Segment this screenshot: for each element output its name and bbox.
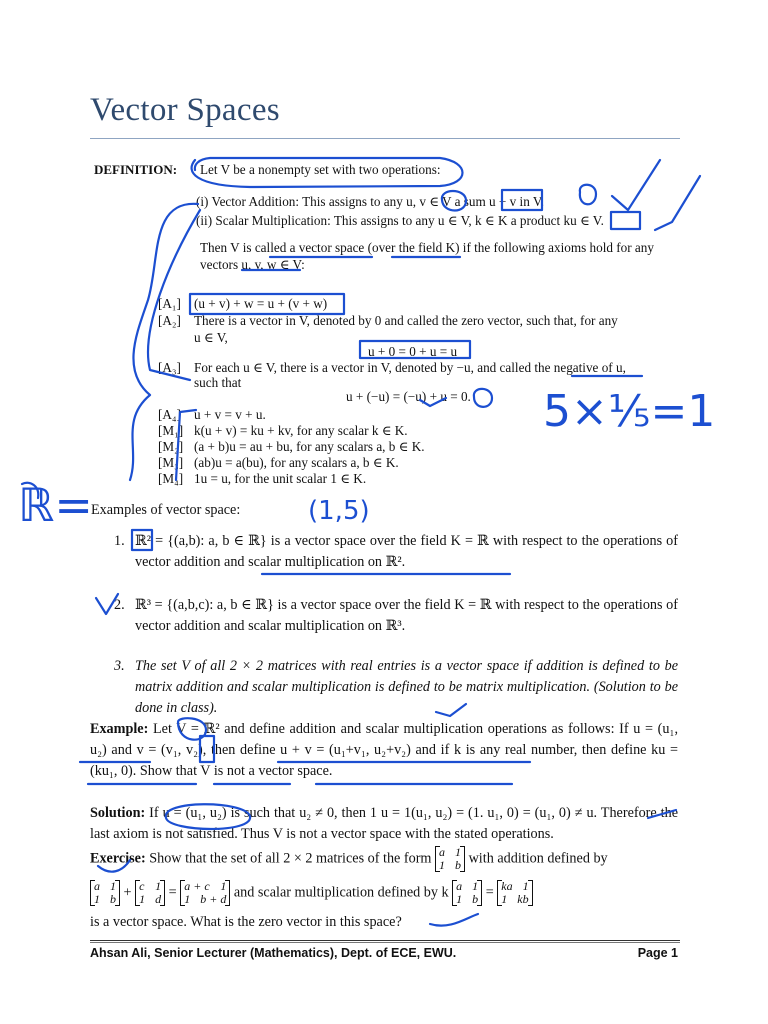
matrix-ab-scalar — [452, 880, 482, 906]
axiom-text-a3: For each u ∈ V, there is a vector in V, denoted by −u, and called the negative of u, — [194, 360, 626, 375]
axiom-eq-a3: u + (−u) = (−u) + u = 0. — [346, 389, 471, 404]
matrix-entry: 1 — [155, 879, 162, 893]
matrix-entry: b — [110, 892, 116, 906]
exercise-line-1 — [90, 846, 680, 872]
axiom-text-a2-cont: u ∈ V, — [194, 330, 228, 345]
example-text: Let V = ℝ² and define addition and scalar multiplication operations as follows: If u = (u₁, u₂) and v = (v₁, v₂), then define u + v = (u₁+v₁, u₂+v₂) and if k is any real number, then define ku = (ku₁, 0). Show that V is not a vector space. — [90, 721, 678, 779]
axiom-eq-a2: u + 0 = 0 + u = u — [368, 344, 458, 359]
footer-rule — [90, 940, 680, 941]
matrix-entry: a + c — [184, 879, 210, 893]
matrix-entry: b — [455, 858, 462, 872]
example-item-1 — [100, 531, 678, 573]
axiom-label-m3: [M₃] — [158, 455, 184, 470]
axiom-text-m1: k(u + v) = ku + kv, for any scalar k ∈ K. — [194, 423, 408, 438]
matrix-entry: 1 — [139, 892, 146, 906]
matrix-entry: b — [472, 892, 479, 906]
examples-heading: Examples of vector space: — [91, 502, 241, 518]
handwritten-equation: 5×⅕=1 — [543, 386, 716, 437]
exercise-label: Exercise: — [90, 850, 146, 867]
plus-sign: + — [123, 884, 132, 901]
example-item-text: ℝ² = {(a,b): a, b ∈ ℝ} is a vector space over the field K = ℝ with respect to the operations of vector addition and scalar multiplication on ℝ². — [135, 533, 678, 570]
definition-then-line-1: Then V is called a vector space (over the field K) if the following axioms hold for any — [200, 240, 654, 255]
matrix-entry: 1 — [110, 879, 116, 893]
handwritten-pair: (1,5) — [308, 496, 370, 526]
definition-intro: Let V be a nonempty set with two operations: — [200, 162, 441, 177]
axiom-label-a1: [A₁] — [158, 296, 181, 311]
axiom-text-m4: 1u = u, for the unit scalar 1 ∈ K. — [194, 471, 367, 486]
axiom-label-a3: [A₃] — [158, 360, 181, 375]
matrix-form — [435, 846, 465, 872]
matrix-entry: 1 — [501, 892, 508, 906]
axiom-text-a1: (u + v) + w = u + (v + w) — [194, 296, 328, 311]
matrix-entry: 1 — [220, 879, 227, 893]
matrix-sum — [180, 880, 230, 906]
matrix-entry: a — [439, 845, 446, 859]
footer-page-number: Page 1 — [637, 946, 678, 960]
equals-sign: = — [485, 884, 494, 901]
example-item-number: 2. — [114, 597, 125, 613]
solution-label: Solution: — [90, 805, 146, 821]
matrix-scaled — [497, 880, 532, 906]
axiom-label-m4: [M₄] — [158, 471, 184, 486]
axiom-text-a2: There is a vector in V, denoted by 0 and called the zero vector, such that, for any — [194, 313, 618, 328]
exercise-text-1: Show that the set of all 2 × 2 matrices of the form — [149, 850, 432, 867]
definition-label: DEFINITION: — [94, 162, 178, 177]
matrix-entry: 1 — [522, 879, 529, 893]
solution-text: If u = (u₁, u₂) is such that u₂ ≠ 0, then 1 u = 1(u₁, u₂) = (1. u₁, 0) = (u₁, 0) ≠ u. Therefore the last axiom is not satisfied. Thus V is not a vector space with the stated operations. — [90, 805, 678, 842]
axiom-text-a3-cont: such that — [194, 375, 242, 390]
axiom-label-a4: [A₄] — [158, 407, 181, 422]
footer-rule-thin — [90, 942, 680, 943]
matrix-cd — [135, 880, 165, 906]
matrix-entry: a — [94, 879, 100, 893]
axiom-text-m2: (a + b)u = au + bu, for any scalars a, b ∈ K. — [194, 439, 425, 454]
matrix-entry: 1 — [94, 892, 100, 906]
page-title: Vector Spaces — [90, 92, 280, 128]
axiom-text-a4: u + v = v + u. — [194, 407, 266, 422]
example-paragraph — [90, 719, 678, 782]
matrix-entry: b + d — [200, 892, 227, 906]
example-item-3 — [100, 656, 678, 719]
example-item-text: The set V of all 2 × 2 matrices with real entries is a vector space if addition is defined to be matrix addition and scalar multiplication is defined to be matrix multiplication. (Solution to be done in class). — [135, 658, 678, 716]
example-item-2 — [100, 595, 678, 637]
footer-author: Ahsan Ali, Senior Lecturer (Mathematics), Dept. of ECE, EWU. — [90, 946, 457, 960]
matrix-entry: 1 — [184, 892, 191, 906]
example-item-text: ℝ³ = {(a,b,c): a, b ∈ ℝ} is a vector space over the field K = ℝ with respect to the operations of vector addition and scalar multiplication on ℝ³. — [135, 597, 678, 634]
matrix-entry: c — [139, 879, 145, 893]
matrix-entry: 1 — [456, 892, 463, 906]
definition-op-scalar-multiplication: (ii) Scalar Multiplication: This assigns to any u ∈ V, k ∈ K a product ku ∈ V. — [196, 213, 604, 228]
example-item-number: 1. — [114, 533, 125, 549]
exercise-line-2 — [90, 880, 680, 906]
definition-op-vector-addition: (i) Vector Addition: This assigns to any u, v ∈ V a sum u + v in V. — [196, 194, 544, 209]
equals-sign: = — [168, 884, 177, 901]
example-item-number: 3. — [114, 658, 125, 674]
matrix-entry: 1 — [439, 858, 446, 872]
exercise-text-2: and scalar multiplication defined by k — [233, 884, 449, 901]
matrix-entry: 1 — [472, 879, 479, 893]
example-label: Example: — [90, 721, 149, 737]
matrix-entry: kb — [517, 892, 529, 906]
axiom-label-m2: [M₂] — [158, 439, 184, 454]
title-rule — [90, 138, 680, 139]
exercise-line-3: is a vector space. What is the zero vector in this space? — [90, 914, 402, 930]
axiom-label-a2: [A₂] — [158, 313, 181, 328]
axiom-label-m1: [M₁] — [158, 423, 184, 438]
matrix-entry: ka — [501, 879, 513, 893]
matrix-entry: d — [155, 892, 162, 906]
handwritten-r-equals: ℝ= — [18, 478, 93, 532]
axiom-text-m3: (ab)u = a(bu), for any scalars a, b ∈ K. — [194, 455, 399, 470]
matrix-ab — [90, 880, 120, 906]
solution-paragraph — [90, 803, 678, 845]
matrix-entry: 1 — [455, 845, 462, 859]
matrix-entry: a — [456, 879, 463, 893]
ink-underline-zero-vector — [430, 914, 478, 926]
definition-then-line-2: vectors u, v, w ∈ V: — [200, 257, 305, 272]
exercise-text-1b: with addition defined by — [468, 850, 608, 867]
